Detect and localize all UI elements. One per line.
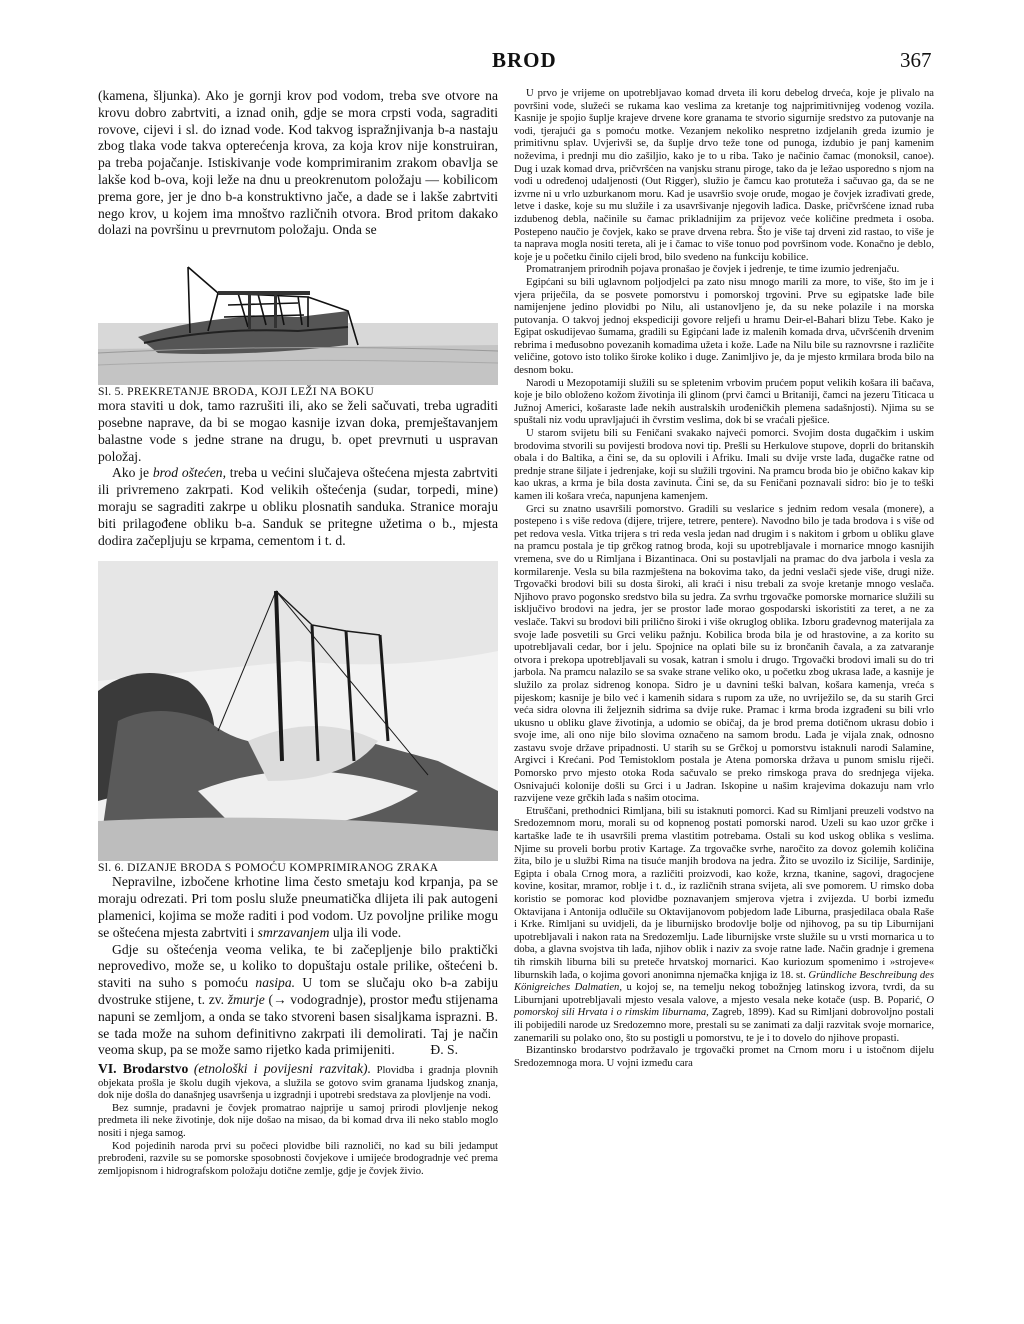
figure-caption: Sl. 6. DIZANJE BRODA S POMOĆU KOMPRIMIRANOG ZRAKA [98, 861, 439, 875]
paragraph: (kamena, šljunka). Ako je gornji krov pod vodom, treba sve otvore na krovu dobro zabrtviti, a iznad onih, gdje se mora crpsti voda, sagraditi rovove, cijevi i sl. do iznad vode. Kod takvog ispražnjivanja b-a nastaju zbog tlaka vode takva opterećenja krova, za koja krov nije konstruiran, pa treba pojačanje. Istiskivanje vode komprimiranim zrakom obavlja se lakše kod b-ova, koji leže na dnu u preokrenutom položaju — kobilicom prema gore, jer je dno b-a konstruktivno jače, a dade se i lakše zabrtviti nego krov, u kojem ima mnoštvo različnih otvora. Brod pritom dakako dolazi na površinu u prevrnutom položaju. Onda se [98, 88, 498, 238]
paragraph: U prvo je vrijeme on upotrebljavao komad drveta ili koru debelog drveća, koje je plivalo na površini vode, služeći se rukama kao veslima za kretanje tog najprimitivnijeg vodenog vozila. Kasnije je spojio šuplje krajeve drvene kore granama te stvorio sigurnije sredstvo za putovanje na vodi, tjerajući ga s pomoću motke. Vezanjem nekoliko nespretno izdjelanih greda izumio je primitivnu splav. Uvjerivši se, da šuplje drvo teže tone od punoga, izdubio je panj kamenim noževima, i prednji mu dio zašiljio, kako je to u riba. Tako je načinio čamac (monoksil, canoe). Dug i uzak komad drva, pričvršćen na vanjsku stranu piroge, tako da je ležao usporedno s njom na vodi u određenoj udaljenosti (Out Rigger), služio je čamcu kao protuteža i sačuvao ga, da se ne izvrne ni u vrlo uzburkanom moru. Kad je usavršio svoje oruđe, mogao je čovjek izrađivati grede, letve i daske, koje su mu služile i za usavršivanje njegovih lađica. Daske, pričvršćene iznad ruba izdubenog debla, načinile su čamac prikladnijim za prijevoz veće količine predmeta i osoba. Postepeno naučio je čovjek, kako se prave drvena rebra. Što je više taj drveni zid rastao, to više je ta naprava mogla nositi tereta, ali je i čamac to više tonuo pod površinom vode. Konačno je deblo, koje je u početku činilo cijeli brod, bilo svedeno na funkciju kobilice. [514, 88, 934, 263]
raising-ship-illustration [98, 561, 498, 861]
paragraph: U starom svijetu bili su Feničani svakako najveći pomorci. Svojim dosta dugačkim i uskim brodovima stvorili su povijesti brodova novi tip. Prešli su Herkulove stupove, doprli do britanskih obala i do Baltika, a čini se, da su oplovili i Afriku. Imali su dvije vrste lađa, dugačke ratne od prednje strane šiljate i jedrenjake, koji su služili trgovini. Na pramcu broda bio je obično kakav kip kao ukras, a krma je bila dosta zavinuta. Čini se, da su Feničani poznavali sidro: bio je to teški kamen ili košara vreća, napunjena kamenjem. [514, 428, 934, 502]
left-column [98, 88, 498, 1178]
right-column [514, 88, 934, 1070]
figure-raising-ship [98, 561, 498, 861]
capsized-ship-illustration [98, 253, 498, 385]
author-signature: Đ. S. [430, 1042, 458, 1058]
paragraph: Nepravilne, izbočene krhotine lima često smetaju kod krpanja, pa se moraju odrezati. Pri tom poslu služe pneumatička dlijeta ili pak autogeni plamenici, kojima se može raditi i pod vodom. Uz povoljne prilike mogu se oštećena mjesta zabrtviti i smrzavanjem ulja ili vode. [98, 874, 498, 940]
paragraph: Egipćani su bili uglavnom poljodjelci pa zato nisu mnogo marili za more, to više, što im je i vjera priječila, da se posvete pomorstvu i pomorskoj trgovini. Prve su egipatske lađe bile namijenjene jedino plovidbi po Nilu, ali ustanovljeno je, da su neke polazile i na morska putovanja. O takvoj jednoj ekspediciji govore reljefi u hramu Deir-el-Bahari blizu Tebe. Kako je Egipat oskudijevao šumama, gradili su Egipćani lađe iz malenih komada drva, učvršćenih drvenim rebrima i međusobno povezanih komadima užeta i kože. Lađe na Nilu bile su raznovrsne i različite veličine, gotovo isto toliko široke koliko i duge. Zanimljivo je, da je mjesto krmilara broda bilo na desnom boku. [514, 276, 934, 377]
paragraph: Kod pojedinih naroda prvi su počeci plovidbe bili raznoliči, no kad su bili jedamput prebrođeni, razvile su se pomorske sposobnosti čovjekove i umijeće brodogradnje već prema zemljopisnom i hidrografskom položaju dotične zemlje, gdje je čovjek živio. [98, 1140, 498, 1177]
figure-capsized-ship [98, 253, 498, 385]
paragraph: Gdje su oštećenja veoma velika, te bi začepljenje bilo praktički neprovedivo, može se, u koliko to dopuštaju ostale prilike, oštećeni b. staviti na suho s pomoću nasipa. U tom se slučaju oko b-a zabiju dvostruke stijene, t. zv. žmurje (→ vodogradnje), prostor među stijenama napuni se zemljom, a onda se tako stvoreni basen sisaljkama isprazni. B. se tada može na suhom definitivno zakrpati ili demolirati. Taj je način veoma skup, pa se može samo rijetko kada primijeniti. Đ. S. [98, 941, 499, 1058]
paragraph: Promatranjem prirodnih pojava pronašao je čovjek i jedrenje, te time izumio jedrenjaču. [526, 264, 900, 276]
paragraph: Etruščani, prethodnici Rimljana, bili su istaknuti pomorci. Kad su Rimljani preuzeli vodstvo na Sredozemnom moru, morali su od kopnenog postati pomorski narod. Uzeli su kao uzor grčke i kartaške lađe te ih usavršili prema vlastitim potrebama. Ostali su kod uskog oblika s veslima. Njime su proveli borbu protiv Kartage. Za trgovačke svrhe, naročito za dovoz golemih količina žita, bilo je u službi Rima na tisuće manjih brodova na jedra. Žito se uvozilo iz Sicilije, Sardinije, Egipta i obala Crnog mora, a različiti proizvodi, kao kože, krzna, tkanine, sagovi, dragocjene kovine, kositar, mramor, roblje i t. d., iz različnih strana svijeta, ali sve pomorem. U rimsko doba koristio se pomorac kod plovidbe poznavanjem smjerova vjetra i zvijezda. U borbi između Oktavijana i Antonija odlučile su Oktavijanovom pobjedom lađe Liburna, prasjedilaca obala Raše i Krke. Rimljani su uvidjeli, da je liburnijsko brodovlje bolje od njihovog, pa su tip Liburnijani upotrebljavali i nakon rata na Sredozemlju. Lađe liburnijske vrste služile su u vrsti mornarica u to doba, a glavna svojstva tih lađa, njihov oblik i naziv za svoje ratne lađe. Način gradnje i gremena tih rimskih liburna bili su preteče hrvatskoj mornarici. Kao kuriozum spomenimo i »strojeve« liburnskih lađa, o kojima govori anonimna njemačka knjiga iz 18. st. Gründliche Beschreibung des Königreiches Dalmatien, u kojoj se, na temelju nekog tobožnjeg latinskog izvora, tvrdi, da su Liburnjani upotrebljavali mjesto vesala valove, a mjesto vesala neke kotače (usp. B. Poparić, O pomorskoj sili Hrvata i o rimskim liburnama, Zagreb, 1899). Kad su Rimljani dobrovoljno postali ili pobijedili narode uz Sredozemno more, prestali su se zanimati za dalji razvitak svoje mornarice, zanemarili su polako ono, što su postigli u pomorstvu, te je i to dovelo do njihove propasti. [514, 805, 934, 1044]
paragraph: Ako je brod oštećen, treba u većini slučajeva oštećena mjesta zabrtviti ili privremeno zakrpati. Kod velikih oštećenja (sudar, torpedi, mine) moraju se sagraditi zakrpe u obliku plosnatih sanduka. Stranice moraju biti prilagođene obliku b-a. Sanduk se pritegne užetima o b., mjesta dodira začepljuju se krpama, cementom i t. d. [98, 465, 498, 548]
paragraph: mora staviti u dok, tamo razrušiti ili, ako se želi sačuvati, treba ugraditi posebne naprave, da bi se mogao kasnije izvan doka, premještavanjem balastne vode s jedne strane na drugu, b. opet prevrnuti u uspravan položaj. [98, 398, 498, 464]
paragraph: Bez sumnje, pradavni je čovjek promatrao najprije u samoj prirodi plovljenje nekog predmeta ili neke životinje, dok nije došao na misao, da bi komad drva ili neko stablo moglo nositi i njega samog. [98, 1102, 498, 1140]
paragraph: Narodi u Mezopotamiji služili su se spletenim vrbovim prućem poput velikih košara ili bačava, koje je bilo obloženo kožom životinja ili glinom (prvi čamci u Britaniji, čamci na jezeru Titicaca u Južnoj Americi, košaraste lađe nekih australskih urođeničkih plemena sadašnjosti). Njima su se spuštali niz vodu upravljajući ih čvrstim veslima, dok bi se vraćali pješice. [514, 377, 934, 427]
page-title: BROD [492, 48, 557, 72]
paragraph: Grci su znatno usavršili pomorstvo. Gradili su veslarice s jednim redom vesala (monere), a postepeno i s više redova (dijere, trijere, tetrere, pentere). Navodno bilo je tada brodova i s više od pet redova vesla. Vitka trijera s tri reda vesla jedan nad drugim i s nakitom i grbom u obliku glave na pramcu postala je tip grčkog ratnog broda, koji su upotrebljavale i mornarice mnogo kasnijih vremena, sve do u Rimljana i Bizantinaca. Oni su postavljali na pramac do dva jarbola i vesla za kormilarenje. Vesla su bila razmještena na bokovima tako, da jedni veslači sjede više, drugi niže. Trgovački brodovi bili su dosta široki, ali kraći i nisu trebali za svoje kretanje mnogo veslača. Njihovo pravo pogonsko sredstvo bila su jedra. Za svrhu trgovačke pomorske mornarice služili su isključivo brodovi na jedra, jer se prostor lađe morao gospodarski iskoristiti za teret, a ne za veslače. Takvi su brodovi bili prilično široki i više okruglog oblika. Izboru građevnog materijala za svoje lađe posvetili su Grci veliku pažnju. Kobilica broda bila je od hrastovine, a za korito su upotrebljavali cedar, bor i jelu. Spojnice na oplati bile su iz brončanih čavala, a za zatvaranje otvora i prekopa upotrebljavali su vosak, katran i smolu i drugo. Trgovački brodovi imali su do tri jarbola. Na pramcu nalazilo se sa svake strane veliko oko, u početku zbog ukrasa lađe, a kasnije je služilo za prolaz sidrenog konopa. Sidro je u davnini teški balvan, košara kamenja, vreća s pijeskom; kasnije je bilo već i kamenih sidara s rupom za uže, no uvriježilo se, da su starih Grci veća sidra olovna ili željeznih sidrima sa dvije ruke. Pramac i krma broda izgrađeni su bili vrlo ukusno u obliku glave životinja, a udomio se običaj, da je brod prema dotičnom ukrasu dobio i svoje ime, ali ono nije bilo slovima označeno na samom brodu. Lađa je vijala znak, odnosno zastavu svoje države pripadnosti. U starih su se Grčkoj u pomorstvu istaknuli narodi Salamine, Argivci i Krećani. Pod Temistoklom postala je Atena pomorska država u punom smislu riječi. Pomorsko prvo mjesto otoka Roda sačuvalo se preko rimskoga prava do srednjega vijeka. Osnivajući kolonije došli su Grci i u Jadran. Iskopine u našim krajevima dokazuju nam vrlo razvijene veze grčkih lađa s našim otocima. [514, 503, 934, 805]
figure-caption: Sl. 5. PREKRETANJE BRODA, KOJI LEŽI NA BOKU [98, 385, 375, 399]
paragraph: Bizantinsko brodarstvo podržavalo je trgovački promet na Crnom moru i u istočnom dijelu Sredozemnoga mora. U vojni između cara [514, 1045, 934, 1069]
page-number: 367 [900, 48, 932, 72]
section-heading: VI. Brodarstvo (etnološki i povijesni razvitak). Plovidba i gradnja plovnih objekata prošla je školu dugih vjekova, a služila se gotovo svim granama ljudskog znanja, dok nije došla do današnjeg usavršenja u izgradnji i upotrebi sredstava za plovljenje na vodi. [98, 1061, 499, 1102]
